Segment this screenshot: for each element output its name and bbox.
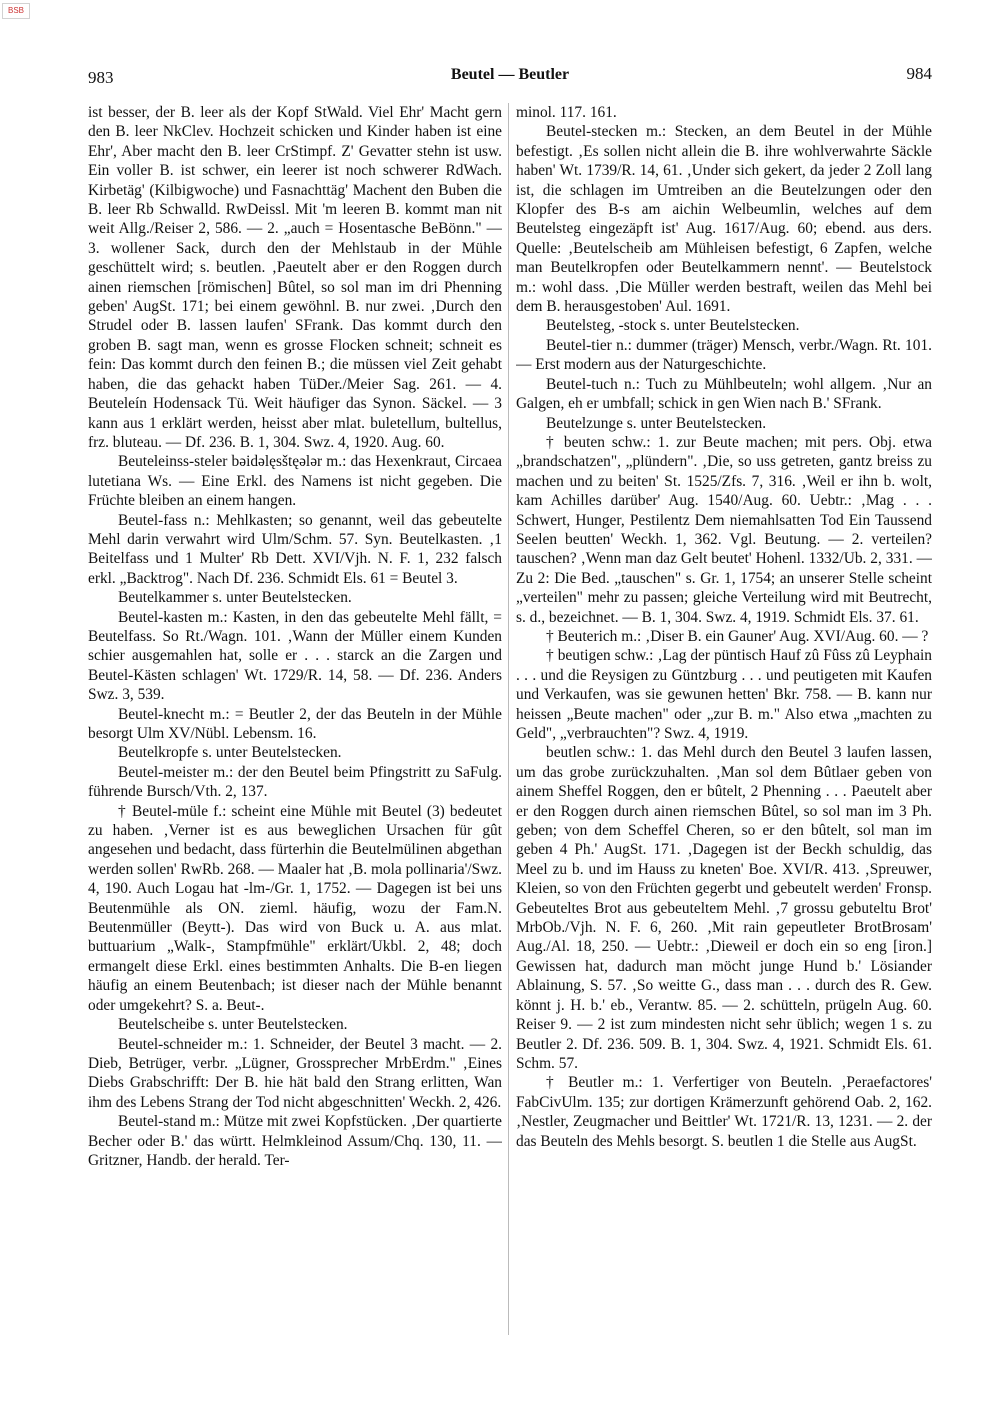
entry-beutlen: beutlen schw.: 1. das Mehl durch den Beutel 3 laufen lassen, um das grobe zurückzuhalten. ‚Man sol dem Bûtlaer geben von ainem Sheffel Roggen, den er bûtelt, 2 Phenning . . . Paeutelt aber er den Roggen durch ainen riemschen Bûtel, so sol man im 3 Ph. geben; von dem Scheffel Cheren, so er den bûtelt, sol man im geben 4 Ph.' AugSt. 171. ‚Dagegen ist der Beckh schuldig, das Meel zu b. und im Hauss zu kneten' Boe. XVI/R. 413. ‚Spreuwer, Kleien, so von den Früchten gegerbt und gebeutelt werden' Fronsp. Gebeuteltes Brot aus gebeuteltem Mehl. ‚7 grossu gebuteltu Brot' MrbOb./Vjh. N. F. 6, 260. ‚Mit rain gepeutleter BrotBrosam' Aug./Al. 18, 250. — Uebtr.: ‚Dieweil er doch ein so eng [iron.] Gewissen hat, dadurch man möcht junge Hund b.' Lösiander Ablainung, S. 57. ‚So weitte G., dass man . . . durch des R. Gew. könnt j. H. b.' eb., Verantw. 85. — 2. schütteln, prügeln Aug. 60. Reiser 9. — 2 ist zum mindesten nicht sehr üblich; wegen 1 s. zu Beutler 2. Df. 236. 509. B. 1, 304. Swz. 4, 1921. Schmidt Els. 61. Schm. 57.: [516, 744, 932, 1072]
entry-continuation: minol. 117. 161.: [516, 104, 617, 121]
left-column: [88, 103, 502, 1343]
entry-beuterich: † Beuterich m.: ‚Diser B. ein Gauner' Aug. XVI/Aug. 60. — ?: [546, 627, 929, 645]
entry-beutelkammer: Beutelkammer s. unter Beutelstecken.: [118, 589, 352, 607]
entry-beutel-stecken: Beutel-stecken m.: Stecken, an dem Beutel in der Mühle befestigt. ‚Es sollen nicht allein die B. ihre wohlverwahrte Säckle haben' Wt. 1739/R. 14, 61. ‚Under sich gekert, da jeder 2 Zoll lang ist, die schlagen im Umtreiben an die Beutelzungen oder den Klopfer des B-s am aichin Welbeumlin, welches auf dem Beutelsteg eingezäpft ist' Aug. 1617/Aug. 60; ebend. aus ders. Quelle: ‚Beutelscheib am Mühleisen befestigt, 6 Zapfen, welche man Beutelkropfen oder Beutelkammern nennt'. — Beutelstock m.: wohl dass. ‚Die Müller werden bestraft, weilen das Mehl bei dem B. herausgestoben' Aul. 1691.: [516, 123, 932, 316]
page-number-right: 984: [906, 64, 932, 83]
entry-beutel-knecht: Beutel-knecht m.: = Beutler 2, der das Beuteln in der Mühle besorgt Ulm XV/Nübl. Lebensm. 16.: [88, 705, 502, 742]
entry-beutel-fass: Beutel-fass n.: Mehlkasten; so genannt, weil das gebeutelte Mehl darin verwahrt wird Ulm/Schm. 57. Syn. Beutelkasten. ‚1 Beitelfass und 1 Multer' Rb Dett. XVI/Vjh. N. F. 1, 232 falsch erkl. „Backtrog". Nach Df. 236. Schmidt Els. 61 = Beutel 3.: [88, 511, 502, 587]
entry-beutel-stand: Beutel-stand m.: Mütze mit zwei Kopfstücken. ‚Der quartierte Becher oder B.' das württ. Helmkleinod Assum/Chq. 130, 11. — Gritzner, Handb. der herald. Ter-: [88, 1113, 502, 1169]
entry-beutel-tier: Beutel-tier n.: dummer (träger) Mensch, verbr./Wagn. Rt. 101. — Erst modern aus der Naturgeschichte.: [516, 336, 932, 374]
page-header: [88, 64, 932, 90]
entry-beutelsteg: Beutelsteg, -stock s. unter Beutelstecken.: [546, 317, 800, 335]
entry-beutel-tuch: Beutel-tuch n.: Tuch zu Mühlbeuteln; wohl allgem. ‚Nur an Galgen, eh er umbfall; schick in gen Wien nach B.' SFrank.: [516, 375, 932, 413]
entry-beutigen: † beutigen schw.: ‚Lag der püntisch Hauf zû Fûss zû Leyphain . . . und die Reysigen zu Güntzburg . . . und peutigeten mit Kaufen und Verkaufen, was sie gewunen hetten' Bkr. 758. — B. kann nur heissen „Beute machen" oder „zur B. m." Also etwa „machten zu Geld", „verbrauchten"? Swz. 4, 1919.: [516, 647, 932, 742]
page-number-left: 983: [88, 68, 114, 87]
entry-beutel-schneider: Beutel-schneider m.: 1. Schneider, der Beutel 3 macht. — 2. Dieb, Betrüger, verbr. „Lügner, Grossprecher MrbErdm." ‚Eines Diebs Grabschrifft: Der B. hie hät bald den Strang erlitten, Wan ihm des Lebens Strang der Tod nicht abgeschnitten' Weckh. 2, 426.: [88, 1035, 502, 1111]
entry-beutelscheibe: Beutelscheibe s. unter Beutelstecken.: [118, 1016, 348, 1034]
library-stamp: BSB: [2, 3, 30, 19]
entry-beutel-kasten: Beutel-kasten m.: Kasten, in den das gebeutelte Mehl fällt, = Beutelfass. So Rt./Wagn. 101. ‚Wann der Müller einem Kunden schier ausgemahlen hat, solle er . . . starck an die Zargen und Beutel-Kästen schlagen' Wt. 1729/R. 14, 58. — Df. 236. Anders Swz. 3, 539.: [88, 608, 502, 704]
right-column: [516, 103, 932, 1343]
entry-beuteleinss-steler: Beuteleinss-steler bəidəlęsštęələr m.: das Hexenkraut, Circaea lutetiana Ws. — Eine Erkl. des Namens ist nicht gegeben. Die Früchte bleiben an einem hangen.: [88, 453, 502, 510]
column-divider: [508, 103, 509, 1335]
entry-text: ist besser, der B. leer als der Kopf StWald. Viel Ehr' Macht gern den B. leer NkClev. Hochzeit schicken und Kinder haben ist eine Ehr', Aber macht den B. leer CrStimpf. Z' Gevatter stehn ist usw. Ein voller B. ist schwer, ein leerer ist noch schwerer RdWach. Kirbetäg' (Kilbigwoche) und Fasnachttäg' Machent den Buben die B. leer Rb Schwalld. RwDeissl. Mit 'm leeren B. kommt man nit weit Allg./Reiser 2, 586. — 2. „auch = Hosentasche BeBönn." — 3. wollener Sack, durch den der Mehlstaub in der Mühle geschüttelt wird; s. beutlen. ‚Paeutelt aber er den Roggen durch ainen riemschen [römischen] Bûtel, so sol man im dri Phenning geben' AugSt. 171; bei einem gewöhnl. B. nur zwei. ‚Durch den Strudel oder B. lassen laufen' SFrank. Das kommt durch den groben B. sagt man, wenn es grosse Flocken schneit; schneit es fein: Das kommt durch den feinen B.; die müssen viel Zeit gehabt haben, die das gehackt haben TüDer./Meier Sag. 261. — 4. Beuteleín Hodensack Tü. Weit häufiger das Synon. Säckel. — 3 kann aus 1 erklärt werden, heisst aber mlat. buletellum, bultellus, frz. bluteau. — Df. 236. B. 1, 304. Swz. 4, 1920. Aug. 60.: [88, 104, 502, 451]
page-title: Beutel — Beutler: [450, 66, 570, 83]
entry-beuten: † beuten schw.: 1. zur Beute machen; mit pers. Obj. etwa „brandschatzen", „plündern". ‚Die, so uss getreten, gantz breiss zu machen und zu beiten' St. 1525/Zfs. 7, 316. ‚Weil er ihn b. wolt, kam Achilles darüber' Aug. 1540/Aug. 60. Uebtr.: ‚Mag . . . Schwert, Hunger, Pestilentz Dem niemahlsatten Tod Ein Taussend Seelen beutten' Weckh. 1, 362. Vgl. Beutung. — 2. verteilen? tauschen? ‚Wenn man daz Gelt beutet' Hohenl. 1332/Ub. 2, 331. — Zu 2: Die Bed. „tauschen" s. Gr. 1, 1754; an unserer Stelle scheint „verteilen" mehr zu passen; gleiche Verteilung wird mit Beutrecht, s. d., bezeichnet. — B. 1, 304. Swz. 4, 1919. Schmidt Els. 37. 61.: [516, 433, 932, 626]
entry-beutelkropfe: Beutelkropfe s. unter Beutelstecken.: [118, 744, 342, 762]
entry-beutelzunge: Beutelzunge s. unter Beutelstecken.: [546, 414, 767, 432]
entry-beutler: † Beutler m.: 1. Verfertiger von Beuteln. ‚Peraefactores' FabCivUlm. 135; zur dortigen Krämerzunft gehörend Oab. 2, 162. ‚Nestler, Zeugmacher und Beittler' Wt. 1721/R. 13, 1231. — 2. der das Beuteln des Mehls besorgt. S. beutlen 1 die Stelle aus AugSt.: [516, 1074, 932, 1150]
entry-beutel-muele: † Beutel-müle f.: scheint eine Mühle mit Beutel (3) bedeutet zu haben. ‚Verner ist es aus beweglichen Ursachen für gût angesehen und bedacht, dass fürterhin die Beutelmülinen abgethan werden sollen' RwRb. 268. — Maaler hat ‚B. mola pollinaria'/Swz. 4, 190. Auch Logau hat -lm-/Gr. 1, 1752. — Dagegen ist bei uns Beutenmühle als ON. zieml. häufig, wozu der Fam.N. Beutenmüller (Beytt-). Das wird von Buck u. A. aus mlat. buttuarium „Walk-, Stampfmühle" erklärt/Ukbl. 2, 48; doch ermangelt diese Erkl. eines bestimmten Anhalts. Die B-en liegen häufig an einem Beutenbach; ist dieser nach der Mühle benannt oder umgekehrt? S. a. Beut-.: [88, 802, 502, 1014]
entry-beutel-meister: Beutel-meister m.: der den Beutel beim Pfingstritt zu SaFulg. führende Bursch/Vth. 2, 137.: [88, 763, 502, 801]
